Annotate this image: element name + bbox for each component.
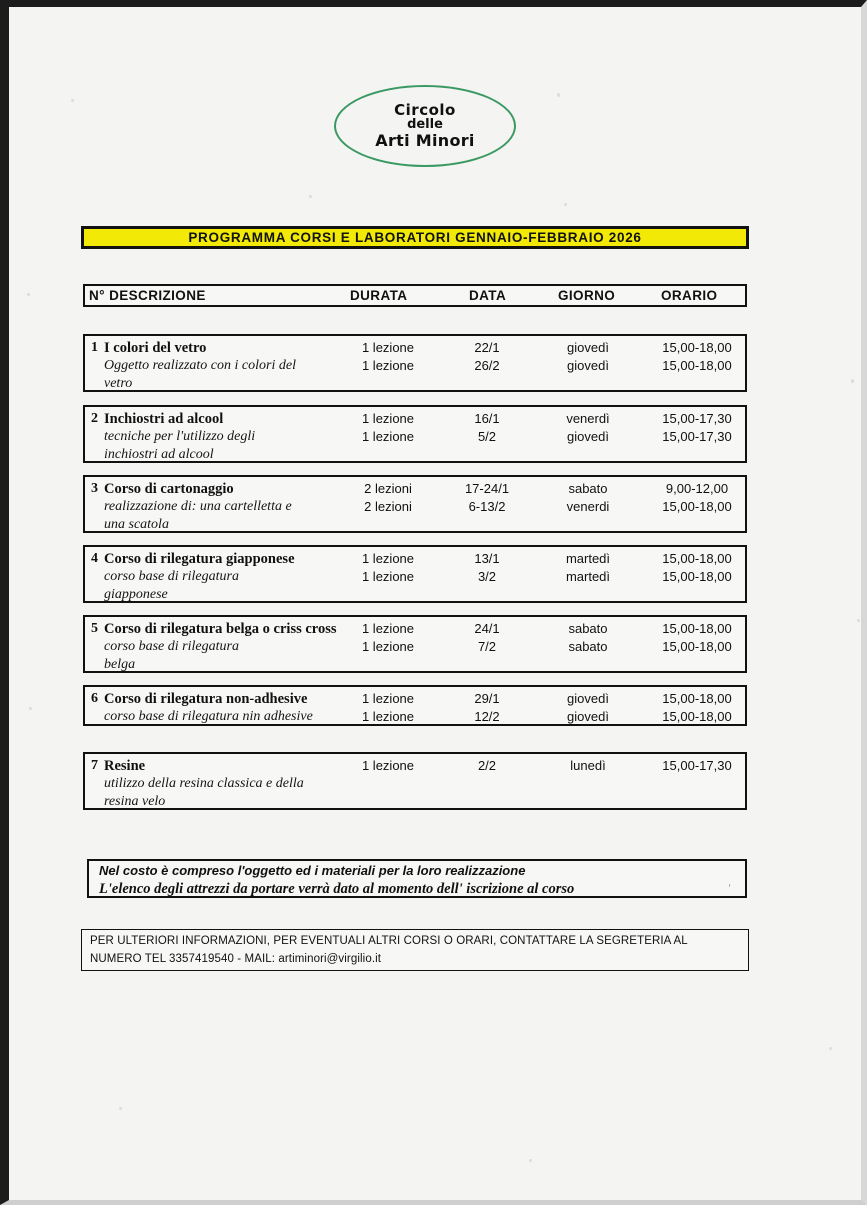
table-row xyxy=(83,475,747,533)
table-row xyxy=(83,545,747,603)
cell-data: 6-13/2 xyxy=(468,499,506,514)
cell-durata: 2 lezioni xyxy=(364,481,412,496)
logo-text xyxy=(334,85,516,167)
course-title: Inchiostri ad alcool xyxy=(104,411,224,427)
cell-data: 7/2 xyxy=(477,639,497,654)
cell-giorno: giovedì xyxy=(567,691,609,706)
course-title: Corso di rilegatura giapponese xyxy=(104,551,295,567)
column-header-giorno: GIORNO xyxy=(558,288,616,303)
cell-giorno: sabato xyxy=(568,621,608,636)
cell-orario: 15,00-18,00 xyxy=(662,709,732,724)
cell-durata: 1 lezione xyxy=(361,639,415,654)
cell-data: 3/2 xyxy=(477,569,497,584)
column-header-data: DATA xyxy=(469,288,507,303)
cell-durata: 1 lezione xyxy=(361,758,415,773)
cell-durata: 1 lezione xyxy=(361,621,415,636)
cell-giorno: venerdì xyxy=(566,411,610,426)
contact-info-box xyxy=(81,929,749,971)
cell-orario: 15,00-17,30 xyxy=(662,758,732,773)
cell-data: 17-24/1 xyxy=(464,481,510,496)
table-row xyxy=(83,685,747,726)
cell-giorno: sabato xyxy=(568,481,608,496)
cell-orario: 15,00-18,00 xyxy=(662,499,732,514)
cell-data: 13/1 xyxy=(474,551,500,566)
course-title: Corso di cartonaggio xyxy=(104,481,234,497)
course-subtitle-line: tecniche per l'utilizzo degli xyxy=(104,429,256,444)
program-title-text: PROGRAMMA CORSI E LABORATORI GENNAIO-FEBBRAIO 2026 xyxy=(188,230,642,245)
cell-durata: 1 lezione xyxy=(361,691,415,706)
cell-giorno: lunedì xyxy=(570,758,606,773)
course-title: Corso di rilegatura non-adhesive xyxy=(104,691,308,707)
cell-data: 22/1 xyxy=(474,340,500,355)
scan-speckle xyxy=(557,93,560,97)
organization-logo xyxy=(334,85,516,167)
scan-speckle xyxy=(27,293,30,296)
cell-orario: 15,00-17,30 xyxy=(662,411,732,426)
scan-speckle xyxy=(857,619,860,622)
cell-giorno: giovedì xyxy=(567,358,609,373)
scan-speckle xyxy=(29,707,32,710)
table-row xyxy=(83,615,747,673)
course-title: Corso di rilegatura belga o criss cross xyxy=(104,621,337,637)
cell-orario: 15,00-18,00 xyxy=(662,621,732,636)
course-subtitle-line: inchiostri ad alcool xyxy=(104,447,214,462)
row-number: 7 xyxy=(91,758,98,773)
column-header-durata: DURATA xyxy=(350,288,408,303)
table-row xyxy=(83,334,747,392)
course-subtitle-line: una scatola xyxy=(104,517,169,532)
cell-orario: 9,00-12,00 xyxy=(665,481,729,496)
cell-giorno: giovedì xyxy=(567,709,609,724)
cell-orario: 15,00-18,00 xyxy=(662,340,732,355)
table-row xyxy=(83,752,747,810)
cell-giorno: giovedì xyxy=(567,340,609,355)
course-subtitle-line: giapponese xyxy=(104,587,168,602)
program-title-banner xyxy=(81,226,749,249)
logo-line-3: Arti Minori xyxy=(375,131,475,151)
cell-durata: 1 lezione xyxy=(361,340,415,355)
column-header-descrizione: N° DESCRIZIONE xyxy=(89,288,206,303)
cell-durata: 1 lezione xyxy=(361,569,415,584)
cell-giorno: giovedì xyxy=(567,429,609,444)
row-number: 2 xyxy=(91,411,98,426)
contact-line-1: PER ULTERIORI INFORMAZIONI, PER EVENTUALI ALTRI CORSI O ORARI, CONTATTARE LA SEGRETERIA AL xyxy=(90,935,688,947)
cell-durata: 1 lezione xyxy=(361,709,415,724)
cell-data: 29/1 xyxy=(474,691,500,706)
cell-data: 12/2 xyxy=(474,709,500,724)
cell-orario: 15,00-18,00 xyxy=(662,639,732,654)
scan-speckle xyxy=(529,1159,532,1162)
course-subtitle-line: corso base di rilegatura nin adhesive xyxy=(104,709,313,724)
course-subtitle-line: utilizzo della resina classica e della xyxy=(104,776,304,791)
cell-orario: 15,00-17,30 xyxy=(662,429,732,444)
cell-durata: 1 lezione xyxy=(361,429,415,444)
row-number: 3 xyxy=(91,481,98,496)
cell-data: 2/2 xyxy=(477,758,497,773)
cell-giorno: sabato xyxy=(568,639,608,654)
table-header-row xyxy=(83,284,747,307)
column-header-orario: ORARIO xyxy=(661,288,718,303)
course-subtitle-line: corso base di rilegatura xyxy=(104,569,239,584)
cell-giorno: martedì xyxy=(565,551,611,566)
scan-mark: ٬ xyxy=(728,883,731,893)
cell-data: 5/2 xyxy=(477,429,497,444)
cell-orario: 15,00-18,00 xyxy=(662,569,732,584)
logo-line-1: Circolo xyxy=(394,101,456,120)
cell-data: 24/1 xyxy=(474,621,500,636)
cell-orario: 15,00-18,00 xyxy=(662,551,732,566)
course-title: I colori del vetro xyxy=(104,340,207,356)
course-subtitle-line: corso base di rilegatura xyxy=(104,639,239,654)
table-row xyxy=(83,405,747,463)
cell-durata: 1 lezione xyxy=(361,411,415,426)
cell-data: 16/1 xyxy=(474,411,500,426)
row-number: 1 xyxy=(91,340,98,355)
cell-durata: 1 lezione xyxy=(361,358,415,373)
paper-sheet xyxy=(9,7,861,1200)
cost-note-line-2: L'elenco degli attrezzi da portare verrà dato al momento dell' iscrizione al corso xyxy=(99,881,575,897)
cell-giorno: venerdi xyxy=(566,499,610,514)
course-title: Resine xyxy=(104,758,146,774)
cell-durata: 1 lezione xyxy=(361,551,415,566)
course-subtitle-line: vetro xyxy=(104,376,133,391)
scan-speckle xyxy=(564,203,567,206)
row-number: 4 xyxy=(91,551,98,566)
contact-line-2: NUMERO TEL 3357419540 - MAIL: artiminori@virgilio.it xyxy=(90,953,382,965)
cost-note-box xyxy=(87,859,747,898)
course-subtitle-line: realizzazione di: una cartelletta e xyxy=(104,499,292,514)
course-subtitle-line: belga xyxy=(104,657,136,672)
scan-speckle xyxy=(851,379,854,383)
cell-durata: 2 lezioni xyxy=(364,499,412,514)
cell-giorno: martedì xyxy=(565,569,611,584)
cell-data: 26/2 xyxy=(474,358,500,373)
scan-speckle xyxy=(119,1107,122,1110)
cost-note-line-1: Nel costo è compreso l'oggetto ed i materiali per la loro realizzazione xyxy=(99,863,526,878)
logo-line-2: delle xyxy=(407,117,443,133)
course-subtitle-line: resina velo xyxy=(104,794,166,809)
scan-speckle xyxy=(309,195,312,198)
row-number: 5 xyxy=(91,621,98,636)
scan-speckle xyxy=(71,99,74,102)
course-subtitle-line: Oggetto realizzato con i colori del xyxy=(104,358,296,373)
scan-speckle xyxy=(829,1047,832,1050)
row-number: 6 xyxy=(91,691,98,706)
cell-orario: 15,00-18,00 xyxy=(662,691,732,706)
cell-orario: 15,00-18,00 xyxy=(662,358,732,373)
